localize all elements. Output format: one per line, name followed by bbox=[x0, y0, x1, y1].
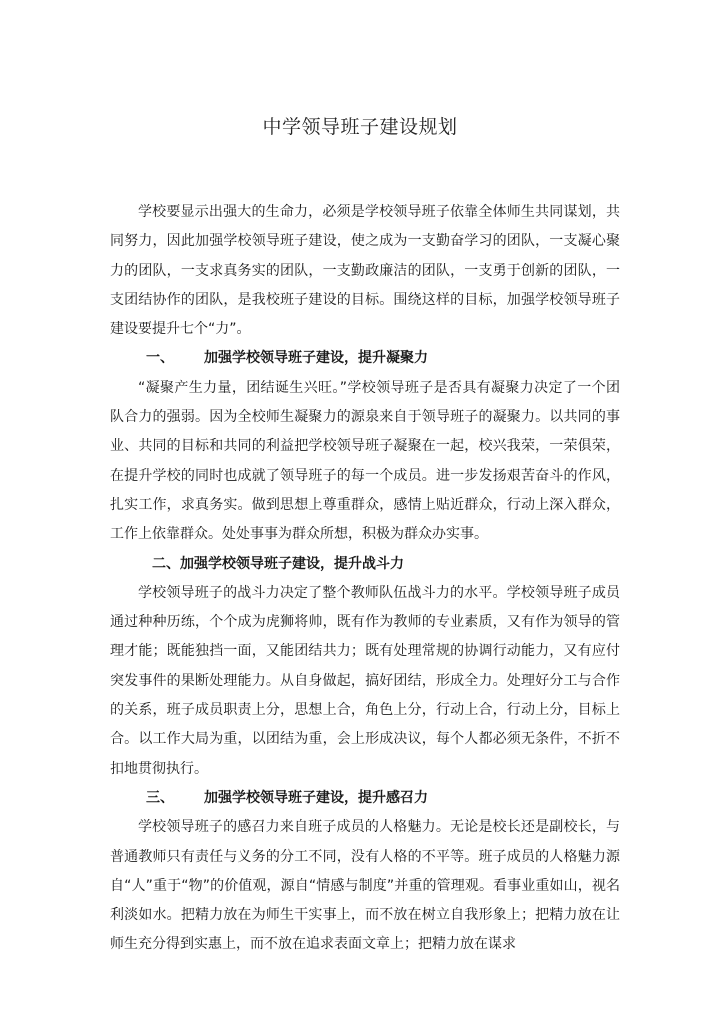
section-1-title: 加强学校领导班子建设，提升凝聚力 bbox=[204, 350, 428, 367]
section-1-paragraph: “凝聚产生力量，团结诞生兴旺。”学校领导班子是否具有凝聚力决定了一个团队合力的强弱。因为全校师生凝聚力的源泉来自于领导班子的凝聚力。以共同的事业、共同的目标和共同的利益把学校领导班子凝聚在一起，校兴我荣，一荣俱荣，在提升学校的同时也成就了领导班子的每一个成员。进一步发扬艰苦奋斗的作风，扎实工作，求真务实。做到思想上尊重群众，感情上贴近群众，行动上深入群众，工作上依靠群众。处处事事为群众所想，积极为群众办实事。 bbox=[110, 379, 620, 543]
section-3-number: 三、 bbox=[146, 789, 174, 806]
section-2-heading bbox=[110, 550, 620, 579]
section-3-title: 加强学校领导班子建设，提升感召力 bbox=[204, 789, 428, 806]
intro-paragraph: 学校要显示出强大的生命力，必须是学校领导班子依靠全体师生共同谋划，共同努力，因此加强学校领导班子建设，使之成为一支勤奋学习的团队，一支凝心聚力的团队，一支求真务实的团队，一支勤政廉洁的团队，一支勇于创新的团队，一支团结协作的团队，是我校班子建设的目标。围绕这样的目标，加强学校领导班子建设要提升七个“力”。 bbox=[110, 204, 620, 338]
section-1-heading bbox=[110, 344, 620, 373]
document-body bbox=[110, 198, 620, 960]
document-title: 中学领导班子建设规划 bbox=[262, 116, 458, 138]
section-3-heading bbox=[110, 784, 620, 813]
section-1-number: 一、 bbox=[146, 350, 174, 367]
section-2-title: 二、加强学校领导班子建设，提升战斗力 bbox=[152, 555, 404, 572]
section-3-paragraph: 学校领导班子的感召力来自班子成员的人格魅力。无论是校长还是副校长，与普通教师只有责任与义务的分工不同，没有人格的不平等。班子成员的人格魅力源自“人”重于“物”的价值观，源自“情感与制度”并重的管理观。看事业重如山，视名利淡如水。把精力放在为师生干实事上，而不放在树立自我形象上；把精力放在让师生充分得到实惠上，而不放在追求表面文章上；把精力放在谋求 bbox=[110, 819, 620, 953]
section-2-paragraph: 学校领导班子的战斗力决定了整个教师队伍战斗力的水平。学校领导班子成员通过种种历练，个个成为虎狮将帅，既有作为教师的专业素质，又有作为领导的管理才能；既能独挡一面，又能团结共力；既有处理常规的协调行动能力，又有应付突发事件的果断处理能力。从自身做起，搞好团结，形成全力。处理好分工与合作的关系，班子成员职责上分，思想上合，角色上分，行动上合，行动上分，目标上合。以工作大局为重，以团结为重，会上形成决议，每个人都必须无条件，不折不扣地贯彻执行。 bbox=[110, 584, 620, 777]
